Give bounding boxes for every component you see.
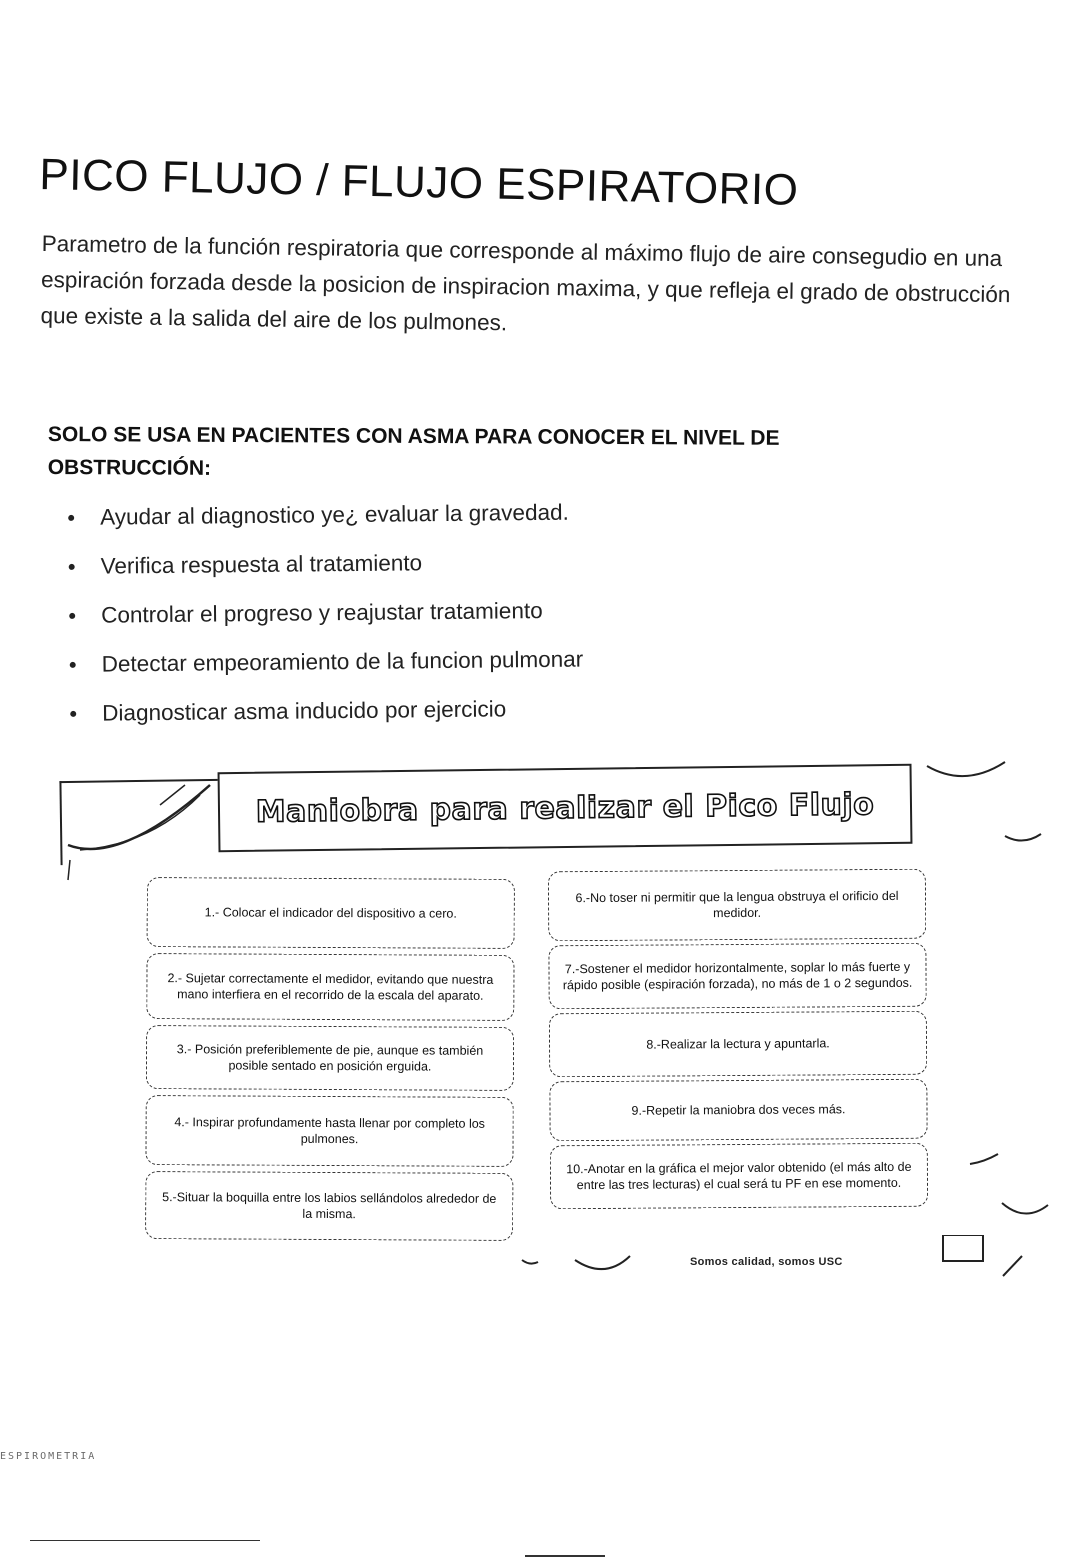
list-item: Diagnosticar asma inducido por ejercicio [66,691,584,745]
list-item: Verifica respuesta al tratamiento [65,544,583,598]
curve-decoration-icon [925,758,1010,788]
steps-right-column [548,869,928,1210]
bullet-icon [68,515,74,521]
banner-title: Maniobra para realizar el Pico Flujo [255,786,875,830]
bullet-icon [70,711,76,717]
bullet-icon [69,613,75,619]
bullet-icon [69,564,75,570]
bullet-icon [70,662,76,668]
curve-decoration-icon [1000,1250,1030,1280]
step-card: 9.-Repetir la maniobra dos veces más. [549,1079,927,1142]
curve-decoration-icon [1000,1195,1050,1220]
intro-paragraph: Parametro de la función respiratoria que corresponde al máximo flujo de aire consegudio en una espiración forzada desde la posicion de inspiracion maxima, y que refleja el grado de obstrucción que existe a la salida del aire de los pulmones. [40,230,1011,336]
step-card: 4.- Inspirar profundamente hasta llenar por completo los pulmones. [145,1095,513,1167]
list-item: Ayudar al diagnostico ye¿ evaluar la gravedad. [64,495,582,549]
faint-page-label: ESPIROMETRIA [0,1451,97,1462]
curve-decoration-icon [520,1250,640,1280]
list-item: Detectar empeoramiento de la funcion pulmonar [66,642,584,696]
list-item: Controlar el progreso y reajustar tratamiento [65,593,583,647]
curve-decoration-icon [1003,828,1043,848]
step-card: 2.- Sujetar correctamente el medidor, evitando que nuestra mano interfiera en el recorrido de la escala del aparato. [146,953,514,1021]
curve-decoration-icon [968,1152,1000,1170]
step-card: 1.- Colocar el indicador del dispositivo a cero. [147,877,515,949]
footer-slogan: Somos calidad, somos USC [690,1256,843,1268]
step-card: 8.-Realizar la lectura y apuntarla. [549,1011,927,1078]
step-card: 7.-Sostener el medidor horizontalmente, soplar lo más fuerte y rápido posible (espiración forzada), no más de 1 o 2 segundos. [548,943,926,1010]
step-card: 6.-No toser ni permitir que la lengua obstruya el orificio del medidor. [548,869,926,942]
step-card: 3.- Posición preferiblemente de pie, aunque es también posible sentado en posición erguida. [146,1025,514,1091]
divider [30,1540,260,1541]
step-card: 5.-Situar la boquilla entre los labios sellándolos alrededor de la misma. [145,1171,513,1241]
badge-box-icon [942,1235,984,1262]
uses-list [64,495,584,745]
infographic-banner [218,764,913,852]
step-card: 10.-Anotar en la gráfica el mejor valor obtenido (el más alto de entre las tres lecturas) el cual será tu PF en ese momento. [550,1143,928,1210]
steps-left-column [145,877,515,1241]
page-title: PICO FLUJO / FLUJO ESPIRATORIO [38,150,799,215]
section-heading: SOLO SE USA EN PACIENTES CON ASMA PARA CONOCER EL NIVEL DE OBSTRUCCIÓN: [47,422,780,480]
divider [525,1555,605,1557]
swoosh-decoration-icon [60,775,225,885]
